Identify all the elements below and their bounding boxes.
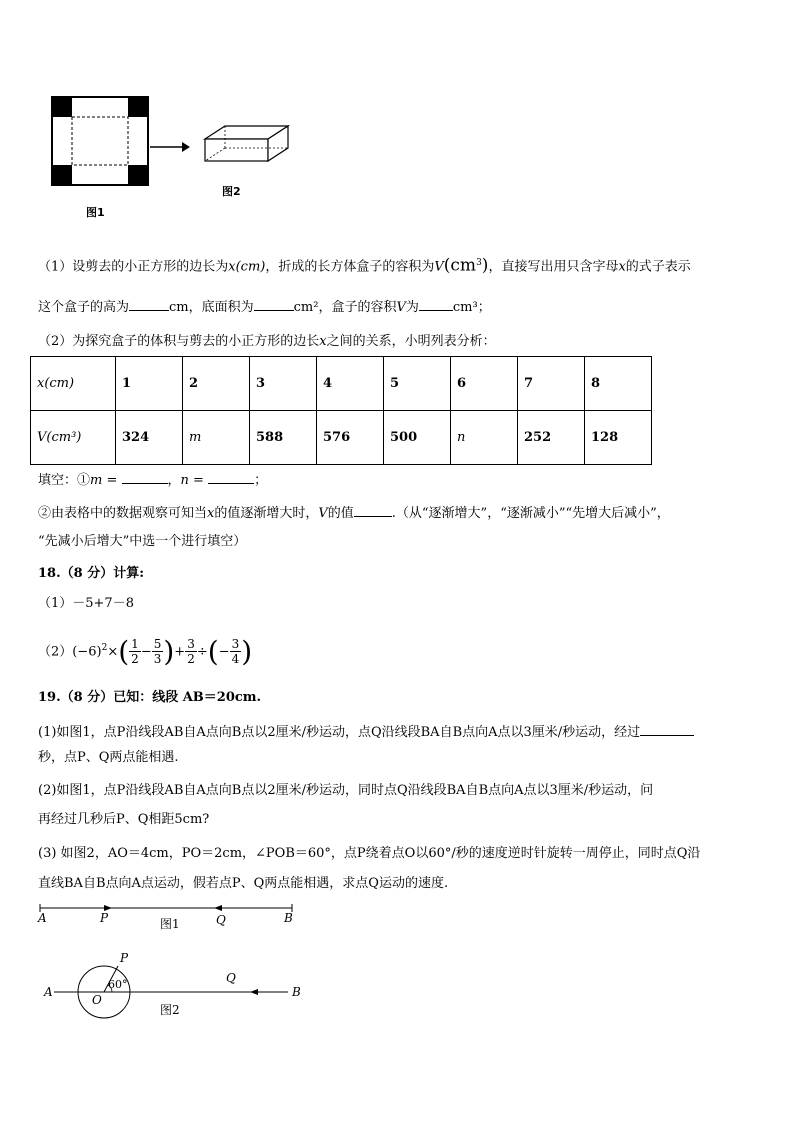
table-row: x(cm) 1 2 3 4 5 6 7 8: [31, 357, 652, 411]
figure-label-fig1-bottom: 图1: [160, 917, 180, 931]
q17-observe-line2: “先减小后增大”中选一个进行填空）: [38, 534, 247, 549]
answer-blank-m[interactable]: [122, 469, 168, 484]
point-label-b: B: [292, 985, 301, 999]
q17-part2-intro: （2）为探究盒子的体积与剪去的小正方形的边长x之间的关系，小明列表分析：: [38, 334, 496, 349]
q17-observe-line1: ②由表格中的数据观察可知当x的值逐渐增大时，V的值 .（从“逐渐增大”，“逐渐减小”“先增大后减小”，: [38, 502, 670, 523]
figure-box-net: [50, 95, 150, 187]
figure-segment-ab: [36, 900, 298, 934]
q19-part1-line1: (1)如图1，点P沿线段AB自A点向B点以2厘米/秒运动，点Q沿线段BA自B点向A点以3厘米/秒运动，经过: [38, 721, 694, 742]
arrow-right-icon: [150, 140, 190, 154]
point-label-a: A: [38, 911, 47, 925]
data-table: [30, 356, 652, 465]
q19-part3-line2: 直线BA自B点向A点运动，假若点P、Q两点能相遇，求点Q运动的速度.: [38, 876, 449, 891]
point-label-p: P: [100, 911, 109, 925]
q19-part1-line2: 秒，点P、Q两点能相遇.: [38, 750, 179, 765]
q17-fill-line: 填空：①m = ，n = ；: [38, 469, 267, 490]
answer-blank-trend[interactable]: [354, 502, 392, 517]
answer-blank-volume[interactable]: [419, 296, 453, 311]
point-label-q: Q: [226, 971, 236, 985]
answer-blank-meet-time[interactable]: [640, 721, 694, 736]
point-label-a: A: [44, 985, 53, 999]
q19-part2-line1: (2)如图1，点P沿线段AB自A点向B点以2厘米/秒运动，同时点Q沿线段BA自B点向A点以3厘米/秒运动，问: [38, 783, 654, 798]
answer-blank-area[interactable]: [254, 296, 294, 311]
q17-part1-line2: 这个盒子的高为 cm，底面积为 cm²，盒子的容积V为 cm³；: [38, 296, 491, 317]
q18-title: 18.（8 分）计算:: [38, 566, 144, 581]
figure-circle-line: [36, 948, 308, 1020]
q19-part2-line2: 再经过几秒后P、Q相距5cm?: [38, 812, 210, 827]
figure-cuboid: [200, 123, 292, 165]
figure-label-fig1: 图1: [86, 206, 105, 219]
q19-part3-line1: (3) 如图2，AO＝4cm，PO＝2cm，∠POB＝60°，点P绕着点O以60°/秒的速度逆时针旋转一周停止，同时点Q沿: [38, 846, 701, 861]
angle-label: 60°: [108, 978, 128, 991]
point-label-b: B: [284, 911, 293, 925]
point-label-p: P: [120, 951, 129, 965]
figure-label-fig2-bottom: 图2: [160, 1003, 180, 1017]
answer-blank-height[interactable]: [129, 296, 169, 311]
table-row: V(cm³) 324 m 588 576 500 n 252 128: [31, 411, 652, 465]
q18-part1: （1）－5+7－8: [38, 596, 134, 611]
q17-part1-line1: （1）设剪去的小正方形的边长为x(cm)，折成的长方体盒子的容积为$V(cm^3)$，直接写出用只含字母x的式子表示: [38, 255, 691, 276]
q18-part2: $(2)(-6)^2\times$( $\frac{1}{2}$ − $\frac{5}{3}$ )+ $\frac{3}{2}$ ÷(− $\frac{3}{4}$ ): [38, 634, 253, 668]
q19-title: 19.（8 分）已知：线段 AB＝20cm.: [38, 690, 262, 705]
answer-blank-n[interactable]: [208, 469, 254, 484]
point-label-o: O: [92, 993, 102, 1007]
point-label-q: Q: [216, 913, 226, 927]
figure-label-fig2: 图2: [222, 185, 241, 198]
